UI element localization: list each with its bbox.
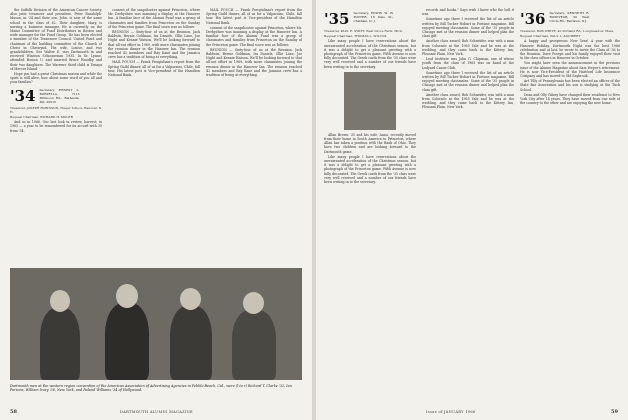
- paragraph: the Suffolk Division of the American Cancer Society. Also joint treasurer and president, Peter Randolph-Mason, in '34 and their son, John, is now of the same school in the class of 62. Their daughter, Mary, is nursing a business manager. He is currently on the Maine Committee of Fund Distributors in Boston and wide manager for the Fund Group. He has been elected a member of the Tennessee Council. United Fund and chairman of the building committee of the Church of Christ in Chetwynd. His wife, Louise, and two grandchildren. See Walter E. was Dartmouth in and received Winston Schooneman 1935. In Sr. Lynne, attended Boston U. and married Bruce Waudby and their two daughters. The Warrens' third child is Tenaya of Mercer Island.: [10, 8, 102, 71]
- right-column-3: [520, 8, 620, 404]
- paragraph: Like many people I have reservations about the unwarranted acceleration of the Christmas season, but it was a delight to get a pleasant greeting with a photograph of the Princeton game. Fifth Avenue is now fully decorated. The Greek cards from the '35 class were very well received and a number of our friends have been writing in to the secretary.: [324, 154, 416, 185]
- paragraph: Dean and Olly Gilney have changed their residence to New York City after 14 years. They have moved from one side of the country to the other and are enjoying the new home.: [520, 92, 620, 106]
- paragraph: REUNION — Sixty-four of us at the Reunion, Jack Baldwin, Bernie Goldman, Ira Daniels, Ollie Lane, Joe Night and Kennie Watson. We'll be looking forward to that all-out effort in 1969, with more classmates joining the reunion dinner in the Hanover Inn. The reunion reached 42 members and Ray Kane and the Jamaica crew has a tradition of being at everything.: [206, 47, 302, 78]
- treasurer-line: Treasurer, BOB WHITE, 40 Portland Rd., Longmeadow, Mass.: [520, 29, 615, 33]
- paragraph: consent of the snapshooter against Princeton, where Mr. Derbyshire was manning a display at the Hanover Inn. A familiar face of the Alumni Fund was a group of classmates and families from Princeton on the Sunday of the Princeton game. The final score was as follows:: [206, 25, 302, 47]
- paragraph: Another class award, Bob Schneider, was with a man from Colorado at the 1965 Yale and he was at the wedding, and they came back to the Kittery Inn, Pleasant Plain, New York.: [422, 39, 514, 57]
- right-page: [316, 0, 628, 420]
- bequest-line: Bequest Chairman, RICHARD H. MOLER: [10, 115, 73, 120]
- treasurer-line: Treasurer, JOSEPH ROBINSON, Thayer School, Hanover, N. H.: [10, 105, 102, 114]
- class-number: '35: [324, 10, 350, 28]
- paragraph: MAIL POUCH — Frank Piergiuliani's report from the Spring Guild dinner, all of us for a Valparaiso, Chile, fall tour. His latest post is Vice-president of the Hamilton National Bank.: [108, 60, 200, 78]
- page-number: 58: [10, 409, 17, 415]
- paragraph: records and books." Says wish I knew who the hell it was.: [422, 8, 514, 17]
- paragraph: REUNION — Sixty-four of us at the Reunion, Jack Baldwin, Bernie Goldman, Ira Daniels, Ollie Lane, Joe Night and Kennie Watson. We'll be looking forward to that all-out effort in 1969, with more classmates joining the reunion dinner in the Hanover Inn. The reunion reached 42 members and Ray Kane and the Jamaica crew has a tradition of being at everything.: [108, 30, 200, 60]
- page-footer: Issue of JANUARY 1966: [426, 410, 476, 414]
- bequest-line: Bequest Chairman, PAUL L. AUDIBERT: [520, 34, 581, 39]
- class-heading-34: [10, 88, 102, 104]
- paragraph: Allan Brown '35 and his wife, Anna, recently moved from their home in South America to Princeton, where Allan has taken a position with the Bank of Ohio. They have two children and are looking forward to the Dartmouth game.: [324, 132, 416, 154]
- treasurer-line: Treasurer, PAUL E. SWIFT, West Grove Farm, Mich.: [324, 29, 403, 33]
- class-heading-36: [520, 11, 620, 27]
- page-number: 59: [611, 409, 618, 415]
- left-column-2: [108, 8, 200, 268]
- paragraph: Like many people I have reservations about the unwarranted acceleration of the Christmas season, but it was a delight to get a pleasant greeting with a photograph of the Princeton game. Fifth Avenue is now fully decorated. The Greek cards from the '35 class were very well received and a number of our friends have been writing in to the secretary.: [324, 39, 416, 69]
- portrait-photo: [344, 72, 396, 130]
- right-column-1: [324, 8, 416, 404]
- class-officers: Secretary, EDWIN W. W. POTTER, 18 Dale St., Chatham, N. J.: [353, 11, 394, 23]
- paragraph: consent of the snapshooter against Princeton, where Mr. Derbyshire was manning a display at the Hanover Inn. A familiar face of the Alumni Fund was a group of classmates and families from Princeton on the Sunday of the Princeton game. The final score was as follows:: [108, 8, 200, 29]
- photo-caption: Dartmouth men at the western region convention of the American Association of Advertising Agencies in Pebble Beach, Cal., were (l to r) Richard T. Clarke '32, Ian Parsons, William Ivory '36, New York, and Roland Williams '34 of Hollywood.: [10, 384, 292, 393]
- paragraph: Another class award, Bob Schneider, was with a man from Colorado at the 1965 Yale and he was at the wedding, and they came back to the Kittery Inn, Pleasant Plain, New York.: [422, 92, 514, 110]
- paragraph: Sometime ago there I received the list of an article written by Bill Tucker Hobart in Fortune magazine. Bill enjoyed meeting classmates. Some of the '35 people in Chicago met at the reunion dinner and helped plan the class gift.: [422, 70, 514, 92]
- left-page: [0, 0, 312, 420]
- paragraph: MAIL POUCH — Frank Piergiuliani's report from the Spring Guild dinner, all of us for a Valparaiso, Chile, fall tour. His latest post is Vice-president of the Hamilton National Bank.: [206, 8, 302, 25]
- page-footer: DARTMOUTH ALUMNI MAGAZINE: [120, 410, 193, 414]
- class-number: '36: [520, 10, 546, 28]
- group-photo: [10, 268, 302, 380]
- class-officers: Secretary, KENNETH R. ROSEVEAR, 50 West Circle Rd., Fairlawn, N.J.: [549, 11, 590, 23]
- paragraph: You might have seen the announcement in the previous issue of the Alumni Magazine about Sam Dwyer's retirement. He is now Vice-President of the Hartford Life Insurance Company and has moved to Old Saybrook.: [520, 61, 620, 79]
- paragraph: A happy and prosperous New Year! A year with the Hanover Holiday. Dartmouth Night was the best 1966 celebration and at last, he wrote to invite the Class of '36 to the Reunion. Dave Poseyn and his family enjoyed their visit to the class officers in Hanover in October.: [520, 39, 620, 61]
- paragraph: Art Tilly of Pennsylvania has been elected an officer of the State Bar Association and his son is studying at the Tuck School.: [520, 79, 620, 92]
- left-column-1: [10, 8, 102, 268]
- paragraph: Sometime ago there I received the list of an article written by Bill Tucker Hobart in Fortune magazine. Bill enjoyed meeting classmates. Some of the '35 people in Chicago met at the reunion dinner and helped plan the class gift.: [422, 17, 514, 39]
- paragraph: Leaf Institute was John G. Chipman, one of whose youth from the class of 1965 was on hand at the Ledyard Canoe Club.: [422, 57, 514, 70]
- right-column-2: [422, 8, 514, 404]
- class-number: '34: [10, 86, 36, 105]
- class-heading-35: [324, 11, 416, 27]
- bequest-line: Bequest Chairman, THOMAS L. WILCOX: [324, 34, 387, 39]
- paragraph: And so in 1966. Our last look in review, harvest; in 1965 — a year to be remembered for its accord with 30 from '34.: [10, 120, 102, 133]
- left-column-3: [206, 8, 302, 268]
- class-officers: Secretary, ERNEST L. BORZELLA, 7113 Millwood Rd., Bethesda, Md. 20016: [39, 87, 80, 104]
- paragraph: Hope you had a great Christmas season and while the spirit is still alive, how about some word of you all and your families?: [10, 72, 102, 85]
